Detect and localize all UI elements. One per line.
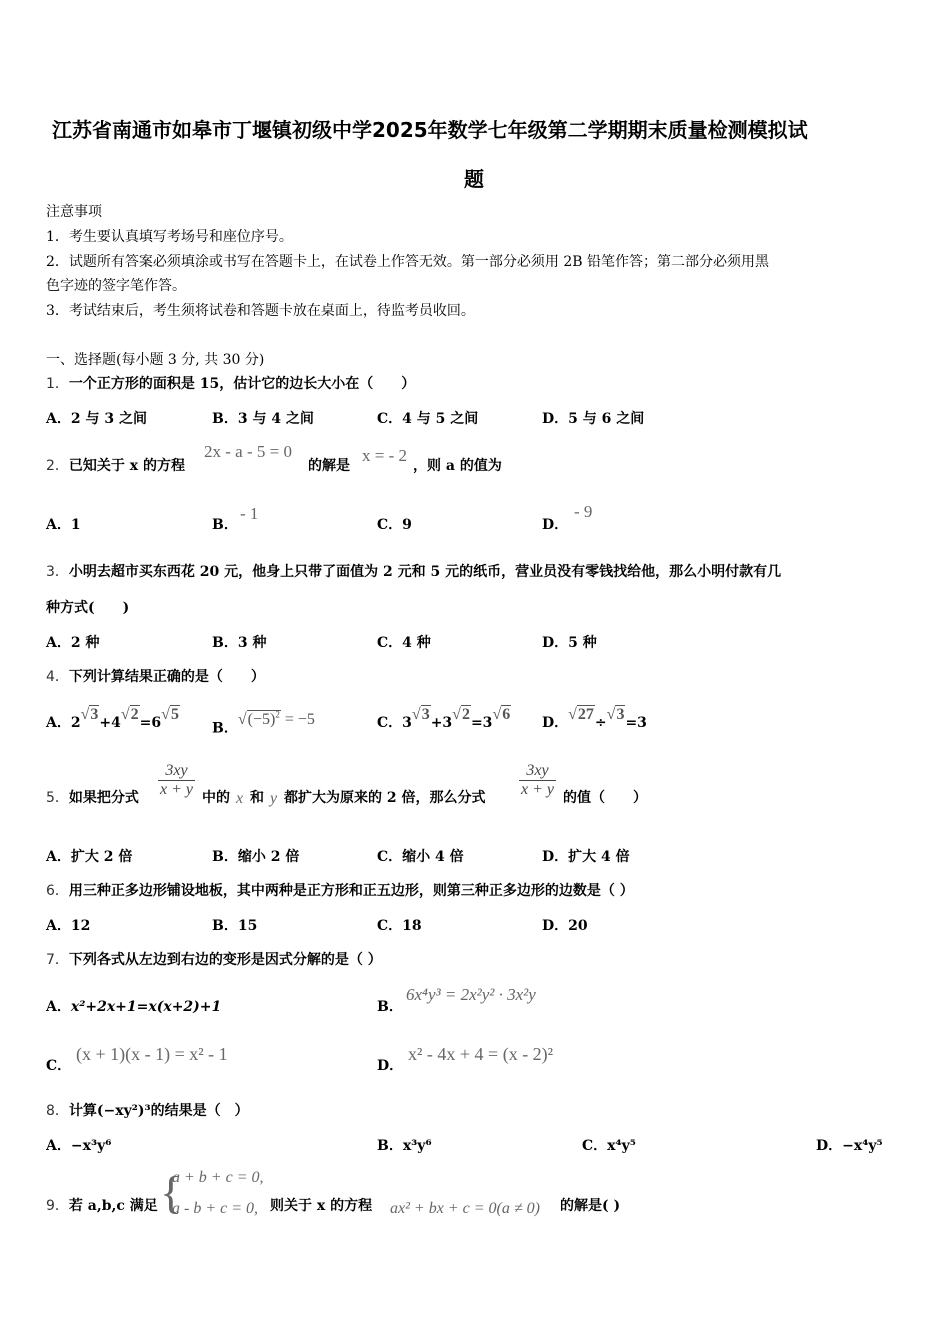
option-label: A． <box>46 715 71 731</box>
page-title-line-1: 江苏省南通市如皋市丁堰镇初级中学2025年数学七年级第二学期期末质量检测模拟试 <box>52 118 808 142</box>
question-number: 1． <box>46 376 69 392</box>
q2-option-d[interactable]: D． <box>542 517 569 533</box>
q3-option-b[interactable]: B．3 种 <box>212 635 267 651</box>
radicand: 3 <box>421 706 430 723</box>
q8-option-b[interactable]: B．x³y⁶ <box>377 1138 432 1154</box>
question-text: 小明去超市买东西花 20 元，他身上只带了面值为 2 元和 5 元的纸币，营业员没有零钱找给他，那么小明付款有几 <box>68 564 782 580</box>
question-6 <box>46 881 634 901</box>
q2-solution: x = - 2 <box>362 446 407 465</box>
q4-option-c[interactable] <box>377 706 511 733</box>
fraction <box>519 762 556 799</box>
operator: +3 <box>430 715 453 731</box>
notice-item-2b: 色字迹的签字笔作答。 <box>46 278 186 294</box>
question-text: 如果把分式 <box>68 790 139 806</box>
q4-option-b[interactable] <box>212 710 315 738</box>
radicand: 2 <box>130 706 139 723</box>
question-2-num <box>46 456 185 476</box>
question-text: 下列各式从左边到右边的变形是因式分解的是（ ） <box>68 952 382 968</box>
question-9-num <box>46 1196 158 1216</box>
q3-option-a[interactable]: A．2 种 <box>46 635 100 651</box>
question-8 <box>46 1101 249 1121</box>
notice-item-1: 1．考生要认真填写考场号和座位序号。 <box>46 229 293 245</box>
denominator: x + y <box>521 781 554 798</box>
q7-option-d-expression: x² - 4x + 4 = (x - 2)² <box>408 1044 554 1064</box>
option-label: C． <box>46 1058 72 1074</box>
sqrt-term: √3 <box>606 706 625 723</box>
question-number: 7． <box>46 952 69 968</box>
q6-option-a[interactable]: A．12 <box>46 918 91 934</box>
q9-text-2: 则关于 x 的方程 <box>270 1198 373 1214</box>
question-text: 用三种正多边形铺设地板，其中两种是正方形和正五边形，则第三种正多边形的边数是（ ） <box>68 883 634 899</box>
q4-option-d[interactable] <box>542 706 647 733</box>
q5-var-y: y <box>270 790 278 807</box>
q7-option-c-expression: (x + 1)(x - 1) = x² - 1 <box>76 1044 228 1064</box>
option-label: B． <box>377 999 403 1015</box>
q7-option-b[interactable] <box>377 997 403 1017</box>
question-7 <box>46 950 382 970</box>
sqrt-term: √5 <box>161 706 179 723</box>
q9-system-eq-2: a - b + c = 0, <box>172 1200 259 1217</box>
sqrt-term: √2 <box>452 706 470 723</box>
radicand: 27 <box>577 706 594 723</box>
option-label: D． <box>377 1058 404 1074</box>
radicand <box>247 710 281 728</box>
q9-system-eq-1: a + b + c = 0, <box>172 1169 264 1186</box>
equals: =6 <box>139 715 162 731</box>
question-number: 5． <box>46 790 69 806</box>
q7-option-c[interactable] <box>46 1056 71 1076</box>
option-label: D． <box>542 715 569 731</box>
q5-option-c[interactable]: C．缩小 4 倍 <box>377 849 464 865</box>
q6-option-b[interactable]: B．15 <box>212 918 258 934</box>
question-number: 6． <box>46 883 69 899</box>
question-number: 4． <box>46 669 69 685</box>
q8-option-c[interactable]: C．x⁴y⁵ <box>582 1138 636 1154</box>
question-3 <box>46 562 781 582</box>
q2-text-3: ，则 a 的值为 <box>413 458 502 474</box>
q6-option-c[interactable]: C．18 <box>377 918 422 934</box>
q3-option-d[interactable]: D．5 种 <box>542 635 597 651</box>
q5-text-4: 都扩大为原来的 2 倍，那么分式 <box>284 790 486 806</box>
sqrt-term: √3 <box>80 706 99 723</box>
sqrt-term: √6 <box>492 706 511 723</box>
q2-equation: 2x - a - 5 = 0 <box>204 442 292 461</box>
sqrt-term: √2 <box>120 706 139 723</box>
q1-option-d[interactable]: D．5 与 6 之间 <box>542 411 645 427</box>
sqrt-term: √27 <box>568 706 594 723</box>
sqrt-term: √3 <box>411 706 430 723</box>
q6-option-d[interactable]: D．20 <box>542 918 588 934</box>
fraction <box>158 762 195 799</box>
question-1 <box>46 374 415 394</box>
q7-option-b-expression: 6x⁴y³ = 2x²y² · 3x²y <box>406 985 536 1004</box>
sqrt-term: $√(-5)^2 = -5$ <box>237 710 315 729</box>
q3-option-c[interactable]: C．4 种 <box>377 635 431 651</box>
page-title-line-2: 题 <box>464 167 484 191</box>
notice-item-2a: 2．试题所有答案必须填涂或书写在答题卡上，在试卷上作答无效。第一部分必须用 2B 铅笔作答；第二部分必须用黑 <box>46 254 769 270</box>
question-text: 计算(−xy²)³的结果是（ ） <box>68 1103 249 1119</box>
question-text: 下列计算结果正确的是（ ） <box>68 669 265 685</box>
exponent: 2 <box>275 710 280 720</box>
q1-option-b[interactable]: B．3 与 4 之间 <box>212 411 314 427</box>
q9-equation: ax² + bx + c = 0(a ≠ 0) <box>390 1200 540 1217</box>
option-label: C． <box>377 715 403 731</box>
q2-option-b[interactable]: B． <box>212 517 238 533</box>
q5-option-d[interactable]: D．扩大 4 倍 <box>542 849 630 865</box>
q5-text-2: 中的 <box>202 790 230 806</box>
option-label: B． <box>212 720 238 737</box>
operator: +4 <box>99 715 121 731</box>
question-text: 若 a,b,c 满足 <box>68 1198 158 1214</box>
question-number: 2． <box>46 458 69 474</box>
expression: x²+2x+1=x(x+2)+1 <box>70 999 222 1015</box>
system-brace-icon: { <box>160 1167 183 1218</box>
section-heading: 一、选择题(每小题 3 分, 共 30 分) <box>46 352 265 368</box>
question-number: 3． <box>46 564 69 580</box>
radicand: 5 <box>170 706 179 723</box>
q9-text-3: 的解是( ) <box>560 1198 621 1214</box>
radicand-base: (−5) <box>247 711 276 729</box>
q4-option-a[interactable] <box>46 706 180 733</box>
result: = −5 <box>280 711 315 729</box>
q5-fraction-2 <box>519 762 556 799</box>
coefficient: 2 <box>70 715 81 731</box>
question-text: 一个正方形的面积是 15，估计它的边长大小在（ ） <box>68 376 416 392</box>
option-label: A． <box>46 999 71 1015</box>
q5-var-x: x <box>236 790 244 807</box>
q8-option-a[interactable]: A．−x³y⁶ <box>46 1138 112 1154</box>
q1-option-a[interactable]: A．2 与 3 之间 <box>46 411 147 427</box>
q7-option-d[interactable] <box>377 1056 403 1076</box>
q5-text-3: 和 <box>250 790 264 806</box>
question-number: 8． <box>46 1103 69 1119</box>
equals: =3 <box>625 715 647 731</box>
question-4 <box>46 667 265 687</box>
q2-option-b-value: - 1 <box>240 504 259 523</box>
equals: =3 <box>470 715 493 731</box>
q2-option-c[interactable]: C．9 <box>377 517 412 533</box>
q2-option-d-value: - 9 <box>574 502 593 521</box>
coefficient: 3 <box>402 715 412 731</box>
radicand: 3 <box>616 706 625 723</box>
question-5-num <box>46 788 139 808</box>
question-number: 9． <box>46 1198 69 1214</box>
numerator: 3xy <box>526 762 549 779</box>
operator: ÷ <box>594 715 607 731</box>
q2-text-2: 的解是 <box>308 458 350 474</box>
q8-option-d[interactable]: D．−x⁴y⁵ <box>816 1138 883 1154</box>
q5-text-5: 的值（ ） <box>563 790 647 806</box>
notice-heading: 注意事项 <box>46 204 102 220</box>
q5-option-a[interactable]: A．扩大 2 倍 <box>46 849 133 865</box>
notice-item-3: 3．考试结束后，考生须将试卷和答题卡放在桌面上，待监考员收回。 <box>46 303 475 319</box>
q7-option-a[interactable] <box>46 997 221 1017</box>
numerator: 3xy <box>165 762 188 779</box>
q3-text-2: 种方式( ) <box>46 600 130 616</box>
question-text: 已知关于 x 的方程 <box>68 458 186 474</box>
q2-option-a[interactable]: A．1 <box>46 517 81 533</box>
radicand: 2 <box>461 706 470 723</box>
radicand: 3 <box>90 706 99 723</box>
q5-fraction-1 <box>158 762 195 799</box>
q5-option-b[interactable]: B．缩小 2 倍 <box>212 849 300 865</box>
q1-option-c[interactable]: C．4 与 5 之间 <box>377 411 479 427</box>
denominator: x + y <box>160 781 193 798</box>
radicand: 6 <box>502 706 511 723</box>
